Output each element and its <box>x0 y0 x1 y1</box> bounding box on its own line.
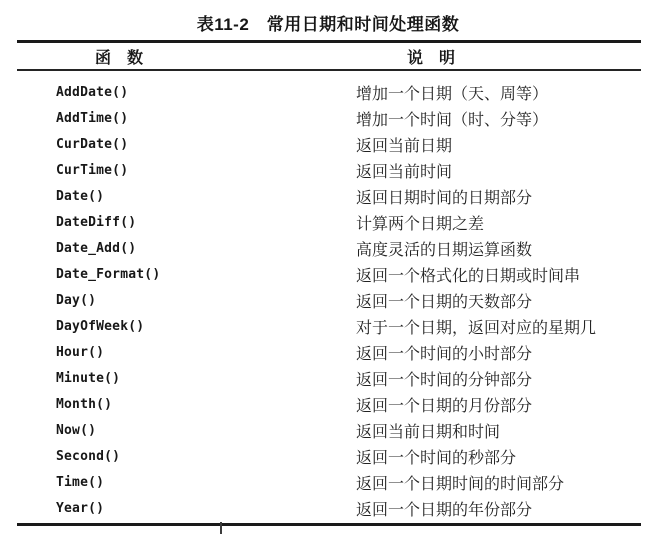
table-row <box>17 469 641 495</box>
column-divider-tick <box>220 522 222 534</box>
function-name: DateDiff() <box>56 214 137 230</box>
function-description: 对于一个日期，返回对应的星期几 <box>356 319 597 337</box>
function-description: 计算两个日期之差 <box>356 215 485 233</box>
function-name: DayOfWeek() <box>56 318 145 334</box>
function-description: 增加一个时间（时、分等） <box>356 111 549 129</box>
function-name: Second() <box>56 448 121 464</box>
function-description: 返回当前日期和时间 <box>356 423 501 441</box>
table-row <box>17 157 641 183</box>
function-name: AddTime() <box>56 110 129 126</box>
table-row <box>17 131 641 157</box>
table-row <box>17 443 641 469</box>
table-row <box>17 417 641 443</box>
function-name: Date_Add() <box>56 240 137 256</box>
table-row <box>17 183 641 209</box>
table-row <box>17 261 641 287</box>
function-name: Date_Format() <box>56 266 161 282</box>
header-description-column: 说 明 <box>406 49 455 67</box>
table-row <box>17 495 641 521</box>
function-description: 返回一个日期的天数部分 <box>356 293 533 311</box>
function-name: Time() <box>56 474 105 490</box>
table-bottom-rule <box>17 523 641 526</box>
function-description: 返回一个日期的月份部分 <box>356 397 533 415</box>
table-row <box>17 365 641 391</box>
function-name: Day() <box>56 292 97 308</box>
header-function-column: 函 数 <box>94 49 143 67</box>
function-name: Date() <box>56 188 105 204</box>
function-name: Minute() <box>56 370 121 386</box>
functions-table <box>17 40 641 526</box>
table-row <box>17 391 641 417</box>
function-name: Year() <box>56 500 105 516</box>
table-row <box>17 339 641 365</box>
function-description: 返回一个日期时间的时间部分 <box>356 475 565 493</box>
function-description: 返回一个时间的小时部分 <box>356 345 533 363</box>
function-description: 返回日期时间的日期部分 <box>356 189 533 207</box>
table-row <box>17 287 641 313</box>
function-name: Now() <box>56 422 97 438</box>
function-description: 返回当前日期 <box>356 137 453 155</box>
table-row <box>17 105 641 131</box>
function-description: 返回一个时间的秒部分 <box>356 449 517 467</box>
function-name: CurDate() <box>56 136 129 152</box>
function-description: 返回一个时间的分钟部分 <box>356 371 533 389</box>
function-name: Hour() <box>56 344 105 360</box>
function-description: 返回当前时间 <box>356 163 453 181</box>
table-header-row <box>17 43 641 69</box>
function-description: 高度灵活的日期运算函数 <box>356 241 533 259</box>
table-row <box>17 209 641 235</box>
table-row <box>17 79 641 105</box>
function-name: CurTime() <box>56 162 129 178</box>
function-description: 返回一个日期的年份部分 <box>356 501 533 519</box>
function-description: 增加一个日期（天、周等） <box>356 85 549 103</box>
table-row <box>17 313 641 339</box>
table-body <box>17 71 641 523</box>
table-caption: 表11-2 常用日期和时间处理函数 <box>196 15 460 34</box>
table-row <box>17 235 641 261</box>
function-name: Month() <box>56 396 113 412</box>
function-name: AddDate() <box>56 84 129 100</box>
function-description: 返回一个格式化的日期或时间串 <box>356 267 581 285</box>
